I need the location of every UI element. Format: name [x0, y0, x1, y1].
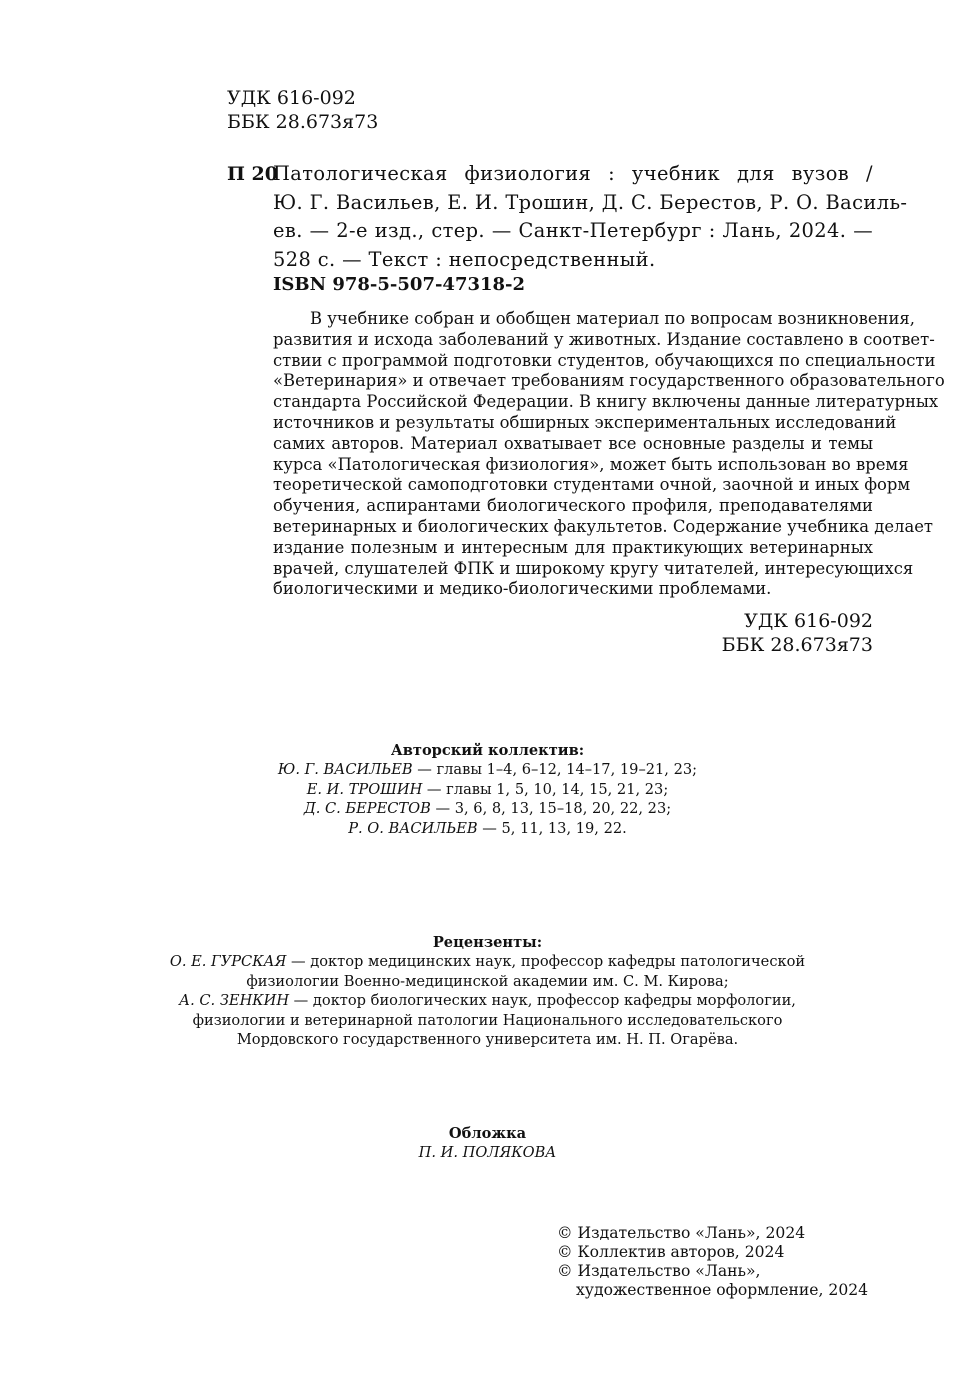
classification-header — [227, 86, 378, 134]
annotation — [273, 309, 945, 600]
annotation-line: обучения, аспирантами биологического профиля, преподавателями — [273, 496, 873, 516]
annotation-line: врачей, слушателей ФПК и широкому кругу читателей, интересующихся — [273, 558, 914, 578]
reviewer-line: Мордовского государственного университета им. Н. П. Огарёва. — [236, 1031, 739, 1049]
reviewers-block — [0, 933, 975, 1049]
bib-line: Патологическая физиология : учебник для вузов / — [273, 162, 873, 185]
reviewer-line — [0, 952, 975, 971]
author-name: Ю. Г. ВАСИЛЬЕВ — [277, 761, 413, 779]
authors-block — [0, 741, 975, 838]
reviewer-line: физиологии Военно-медицинской академии им. С. М. Кирова; — [246, 972, 729, 990]
author-name: Р. О. ВАСИЛЬЕВ — [348, 819, 478, 837]
copyright-block — [557, 1224, 868, 1300]
isbn: ISBN 978-5-507-47318-2 — [273, 274, 526, 295]
annotation-line: источников и результаты обширных экспериментальных исследований — [273, 412, 897, 432]
bib-line: ев. — 2-е изд., стер. — Санкт-Петербург : Лань, 2024. — — [273, 219, 873, 243]
annotation-line: В учебнике собран и обобщен материал по вопросам возникновения, — [310, 309, 915, 328]
reviewer-name: О. Е. ГУРСКАЯ — [169, 953, 287, 971]
cover-heading: Обложка — [448, 1125, 527, 1142]
annotation-line: ветеринарных и биологических факультетов. Содержание учебника делает — [273, 516, 933, 536]
reviewer-name: А. С. ЗЕНКИН — [179, 992, 290, 1010]
bibliographic-record — [273, 160, 908, 274]
annotation-line: курса «Патологическая физиология», может быть использован во время — [273, 454, 909, 474]
annotation-line: биологическими и медико-биологическими проблемами. — [273, 579, 772, 599]
annotation-line: теоретической самоподготовки студентами очной, заочной и иных форм — [273, 475, 911, 495]
annotation-line: самих авторов. Материал охватывает все основные разделы и темы — [273, 433, 873, 453]
reviewer-text: — доктор медицинских наук, профессор кафедры патологической — [286, 953, 806, 971]
udk-code: УДК 616-092 — [744, 610, 873, 632]
authors-heading: Авторский коллектив: — [390, 742, 585, 759]
bbk-code: ББК 28.673я73 — [721, 634, 873, 656]
author-chapters: — 5, 11, 13, 19, 22. — [477, 819, 627, 837]
author-name: Е. И. ТРОШИН — [306, 780, 423, 798]
copyright-line: © Издательство «Лань», — [557, 1262, 761, 1280]
author-entry — [0, 819, 975, 838]
annotation-line: развития и исхода заболеваний у животных. Издание составлено в соответ- — [273, 329, 935, 349]
bib-line: Ю. Г. Васильев, Е. И. Трошин, Д. С. Берестов, Р. О. Василь- — [273, 190, 908, 214]
annotation-line: ствии с программой подготовки студентов, обучающихся по специальности — [273, 350, 936, 370]
author-name: Д. С. БЕРЕСТОВ — [303, 800, 431, 818]
reviewer-line: физиологии и ветеринарной патологии Национального исследовательского — [192, 1011, 783, 1029]
copyright-line: © Издательство «Лань», 2024 — [557, 1224, 806, 1242]
author-entry — [0, 780, 975, 799]
reviewer-text: — доктор биологических наук, профессор кафедры морфологии, — [289, 992, 796, 1010]
annotation-line: «Ветеринария» и отвечает требованиям государственного образовательного — [273, 371, 945, 391]
annotation-line: стандарта Российской Федерации. В книгу включены данные литературных — [273, 392, 939, 412]
author-chapters: — главы 1–4, 6–12, 14–17, 19–21, 23; — [412, 761, 698, 779]
bbk-code: ББК 28.673я73 — [227, 111, 379, 133]
annotation-line: издание полезным и интересным для практикующих ветеринарных — [273, 537, 873, 557]
author-entry — [0, 760, 975, 779]
udk-code: УДК 616-092 — [227, 87, 356, 109]
cover-designer: П. И. ПОЛЯКОВА — [418, 1144, 557, 1162]
bib-line: 528 с. — Текст : непосредственный. — [273, 247, 656, 271]
reviewer-line — [0, 991, 975, 1010]
cover-block — [0, 1124, 975, 1163]
author-entry — [0, 799, 975, 818]
classification-footer — [722, 609, 873, 657]
copyright-line: © Коллектив авторов, 2024 — [557, 1243, 785, 1261]
author-chapters: — 3, 6, 8, 13, 15–18, 20, 22, 23; — [430, 800, 672, 818]
copyright-line: художественное оформление, 2024 — [576, 1281, 869, 1299]
reviewers-heading: Рецензенты: — [432, 934, 543, 951]
author-sign: П 20 — [227, 163, 278, 185]
author-chapters: — главы 1, 5, 10, 14, 15, 21, 23; — [422, 780, 669, 798]
